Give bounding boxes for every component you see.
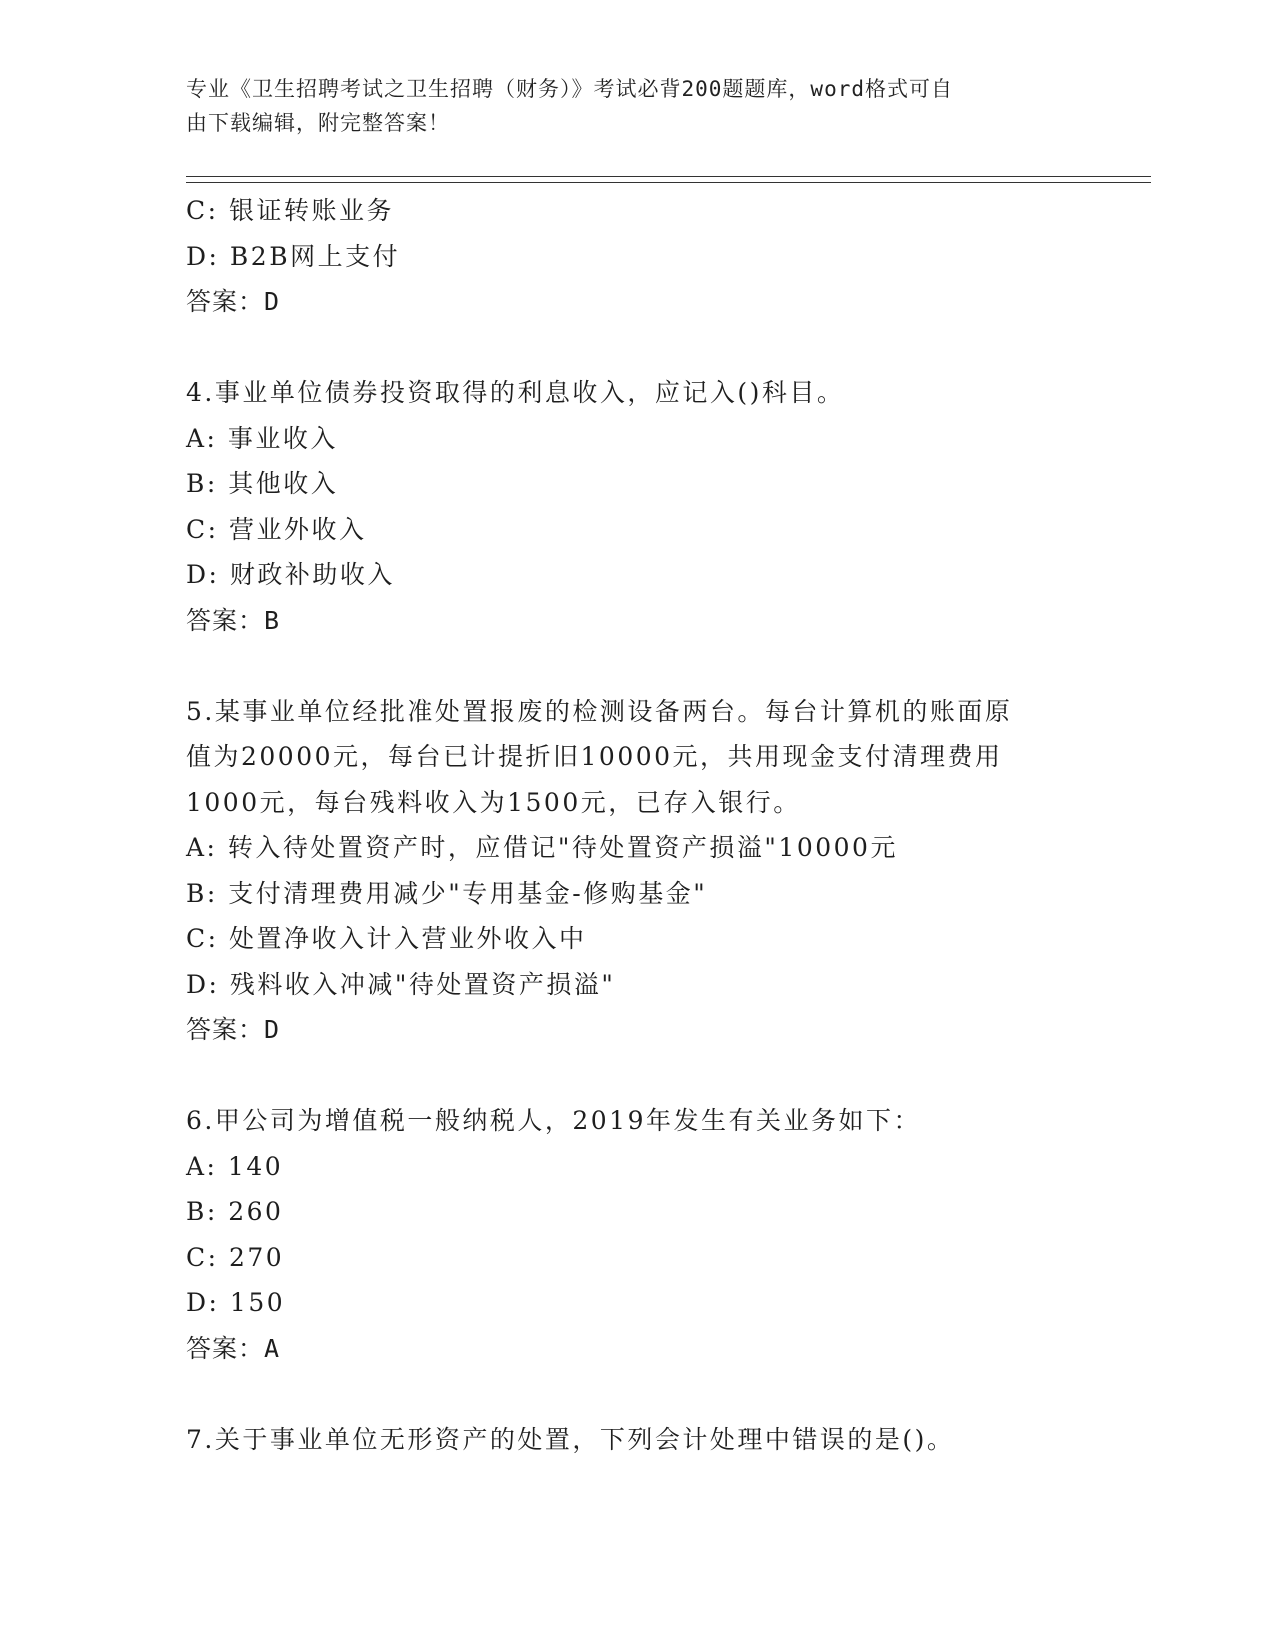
- question-4: [186, 370, 1086, 643]
- header-divider-top: [186, 176, 1151, 177]
- q6-stem: 6.甲公司为增值税一般纳税人，2019年发生有关业务如下：: [186, 1106, 921, 1135]
- q5-stem-line-3: 1000元，每台残料收入为1500元，已存入银行。: [186, 787, 801, 817]
- q6-option-d: D: 150: [186, 1288, 286, 1317]
- q7-stem: 7.关于事业单位无形资产的处置，下列会计处理中错误的是()。: [186, 1424, 955, 1454]
- q6-answer: 答案：A: [186, 1333, 281, 1363]
- q5-stem-line-1: 5.某事业单位经批准处置报废的检测设备两台。每台计算机的账面原: [186, 696, 1013, 726]
- q6-option-a: A: 140: [186, 1151, 284, 1181]
- q3-answer: 答案：D: [186, 287, 281, 316]
- q4-option-b: B: 其他收入: [186, 469, 339, 498]
- q4-option-a: A: 事业收入: [186, 423, 338, 453]
- q6-option-b: B: 260: [186, 1197, 284, 1226]
- q4-option-c: C: 营业外收入: [186, 514, 367, 544]
- header-divider-bottom: [186, 182, 1151, 183]
- question-3: [186, 188, 1086, 325]
- q4-stem: 4.事业单位债券投资取得的利息收入，应记入()科目。: [186, 378, 845, 407]
- q5-option-b: B: 支付清理费用减少"专用基金-修购基金": [186, 878, 708, 908]
- question-5: [186, 689, 1086, 1053]
- question-list: [186, 188, 1086, 1462]
- question-7: [186, 1417, 1086, 1463]
- q5-answer: 答案：D: [186, 1015, 281, 1044]
- q6-option-c: C: 270: [186, 1242, 285, 1272]
- q5-option-d: D: 残料收入冲减"待处置资产损溢": [186, 969, 616, 999]
- header-line-2: 由下载编辑，附完整答案！: [186, 111, 450, 135]
- q3-option-d: D: B2B网上支付: [186, 241, 401, 271]
- q3-option-c: C: 银证转账业务: [186, 196, 394, 225]
- question-6: [186, 1098, 1086, 1371]
- q4-answer: 答案：B: [186, 605, 281, 635]
- q4-option-d: D: 财政补助收入: [186, 560, 395, 589]
- q5-stem-line-2: 值为20000元，每台已计提折旧10000元，共用现金支付清理费用: [186, 742, 1003, 771]
- q5-option-a: A: 转入待处置资产时，应借记"待处置资产损溢"10000元: [186, 833, 898, 862]
- document-header: [186, 72, 1066, 140]
- q5-option-c: C: 处置净收入计入营业外收入中: [186, 924, 587, 953]
- header-line-1: 专业《卫生招聘考试之卫生招聘（财务）》考试必背200题题库，word格式可自: [186, 77, 953, 101]
